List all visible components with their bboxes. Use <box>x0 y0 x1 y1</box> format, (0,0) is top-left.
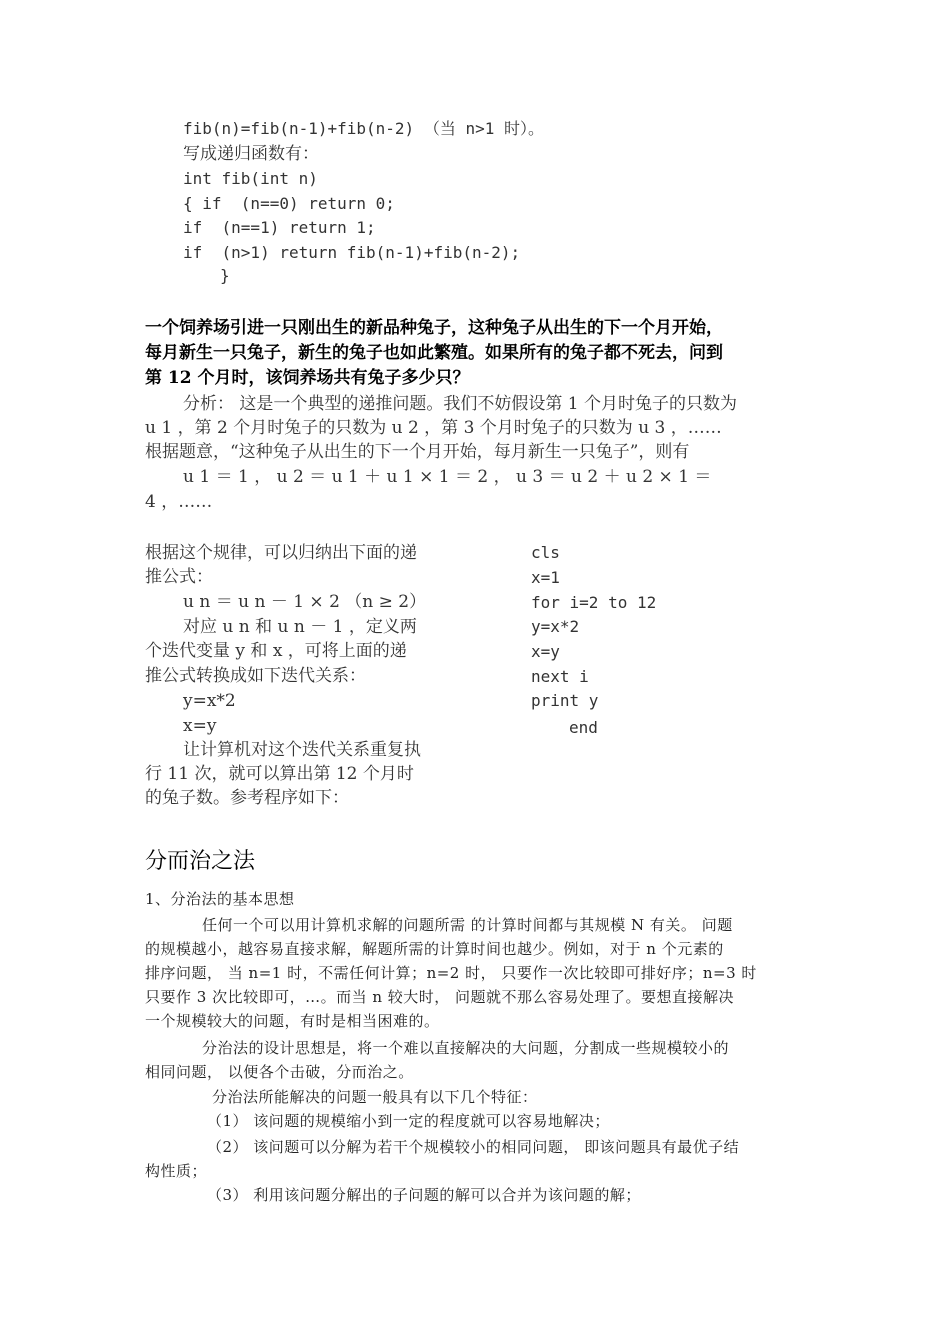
program-line-3: for i=2 to 12 <box>531 593 657 612</box>
section-subheading: 1、分治法的基本思想 <box>145 890 295 908</box>
fib-line-7: } <box>220 266 230 285</box>
para1-line-2: 的规模越小，越容易直接求解，解题所需的计算时间也越少。例如，对于 n 个元素的 <box>145 940 724 958</box>
analysis-line-2: u 1 ，第 2 个月时兔子的只数为 u 2 ，第 3 个月时兔子的只数为 u 3 ，…… <box>145 418 722 438</box>
fib-line-2: 写成递归函数有： <box>183 144 319 164</box>
problem-title-line-2: 每月新生一只兔子，新生的兔子也如此繁殖。如果所有的兔子都不死去，问到 <box>145 343 723 363</box>
problem-title-line-3: 第 12 个月时，该饲养场共有兔子多少只？ <box>145 368 470 388</box>
para1-line-1: 任何一个可以用计算机求解的问题所需 的计算时间都与其规模 N 有关。 问题 <box>202 916 733 934</box>
para1-line-3: 排序问题， 当 n=1 时，不需任何计算；n=2 时， 只要作一次比较即可排好序；n=3 时 <box>145 964 757 982</box>
program-line-1: cls <box>531 543 560 562</box>
fib-line-4: { if (n==0) return 0; <box>183 194 395 213</box>
program-line-2: x=1 <box>531 568 560 587</box>
para1-line-4: 只要作 3 次比较即可，…。而当 n 较大时， 问题就不那么容易处理了。要想直接解决 <box>145 988 735 1006</box>
para2-line-2: 相同问题， 以便各个击破，分而治之。 <box>145 1063 414 1081</box>
left-col-line-5: 个迭代变量 y 和 x ，可将上面的递 <box>145 641 407 661</box>
feature-3: （3） 利用该问题分解出的子问题的解可以合并为该问题的解； <box>207 1186 641 1204</box>
feature-1: （1） 该问题的规模缩小到一定的程度就可以容易地解决； <box>207 1112 610 1130</box>
feature-2-cont: 构性质； <box>145 1162 208 1180</box>
fib-line-6: if (n>1) return fib(n-1)+fib(n-2); <box>183 243 521 262</box>
left-col-line-1: 根据这个规律，可以归纳出下面的递 <box>145 543 417 563</box>
section-heading: 分而治之法 <box>145 849 256 874</box>
left-col-line-6: 推公式转换成如下迭代关系： <box>145 666 366 686</box>
para2-line-1: 分治法的设计思想是，将一个难以直接解决的大问题，分割成一些规模较小的 <box>202 1039 730 1057</box>
left-col-line-7: y=x*2 <box>183 691 236 711</box>
left-col-line-2: 推公式： <box>145 567 213 587</box>
problem-title-line-1: 一个饲养场引进一只刚出生的新品种兔子，这种兔子从出生的下一个月开始， <box>145 318 723 338</box>
feature-2: （2） 该问题可以分解为若干个规模较小的相同问题， 即该问题具有最优子结 <box>207 1138 740 1156</box>
fib-line-1: fib(n)=fib(n-1)+fib(n-2) （当 n>1 时）。 <box>183 119 544 138</box>
analysis-line-3: 根据题意，“这种兔子从出生的下一个月开始，每月新生一只兔子”，则有 <box>145 442 690 462</box>
left-col-line-4: 对应 u n 和 u n － 1 ，定义两 <box>183 617 417 637</box>
analysis-line-4: u 1 ＝ 1 ， u 2 ＝ u 1 ＋ u 1 × 1 ＝ 2 ， u 3 ＝ u 2 ＋ u 2 × 1 ＝ <box>183 467 712 487</box>
analysis-line-5: 4 ，…… <box>145 492 213 512</box>
program-line-7: print y <box>531 691 599 710</box>
program-line-4: y=x*2 <box>531 617 580 636</box>
left-col-line-3: u n ＝ u n － 1 × 2 （n ≥ 2） <box>183 592 427 612</box>
program-line-8: end <box>569 718 598 737</box>
fib-line-5: if (n==1) return 1; <box>183 218 376 237</box>
analysis-line-1: 分析： 这是一个典型的递推问题。我们不妨假设第 1 个月时兔子的只数为 <box>183 394 738 414</box>
program-line-5: x=y <box>531 642 560 661</box>
para1-line-5: 一个规模较大的问题，有时是相当困难的。 <box>145 1012 440 1030</box>
left-col-line-9: 让计算机对这个迭代关系重复执 <box>183 740 421 760</box>
left-col-line-11: 的兔子数。参考程序如下： <box>145 788 349 808</box>
fib-line-3: int fib(int n) <box>183 169 318 188</box>
program-line-6: next i <box>531 667 589 686</box>
left-col-line-8: x=y <box>183 716 217 736</box>
features-intro: 分治法所能解决的问题一般具有以下几个特征： <box>212 1088 538 1106</box>
left-col-line-10: 行 11 次，就可以算出第 12 个月时 <box>145 764 414 784</box>
